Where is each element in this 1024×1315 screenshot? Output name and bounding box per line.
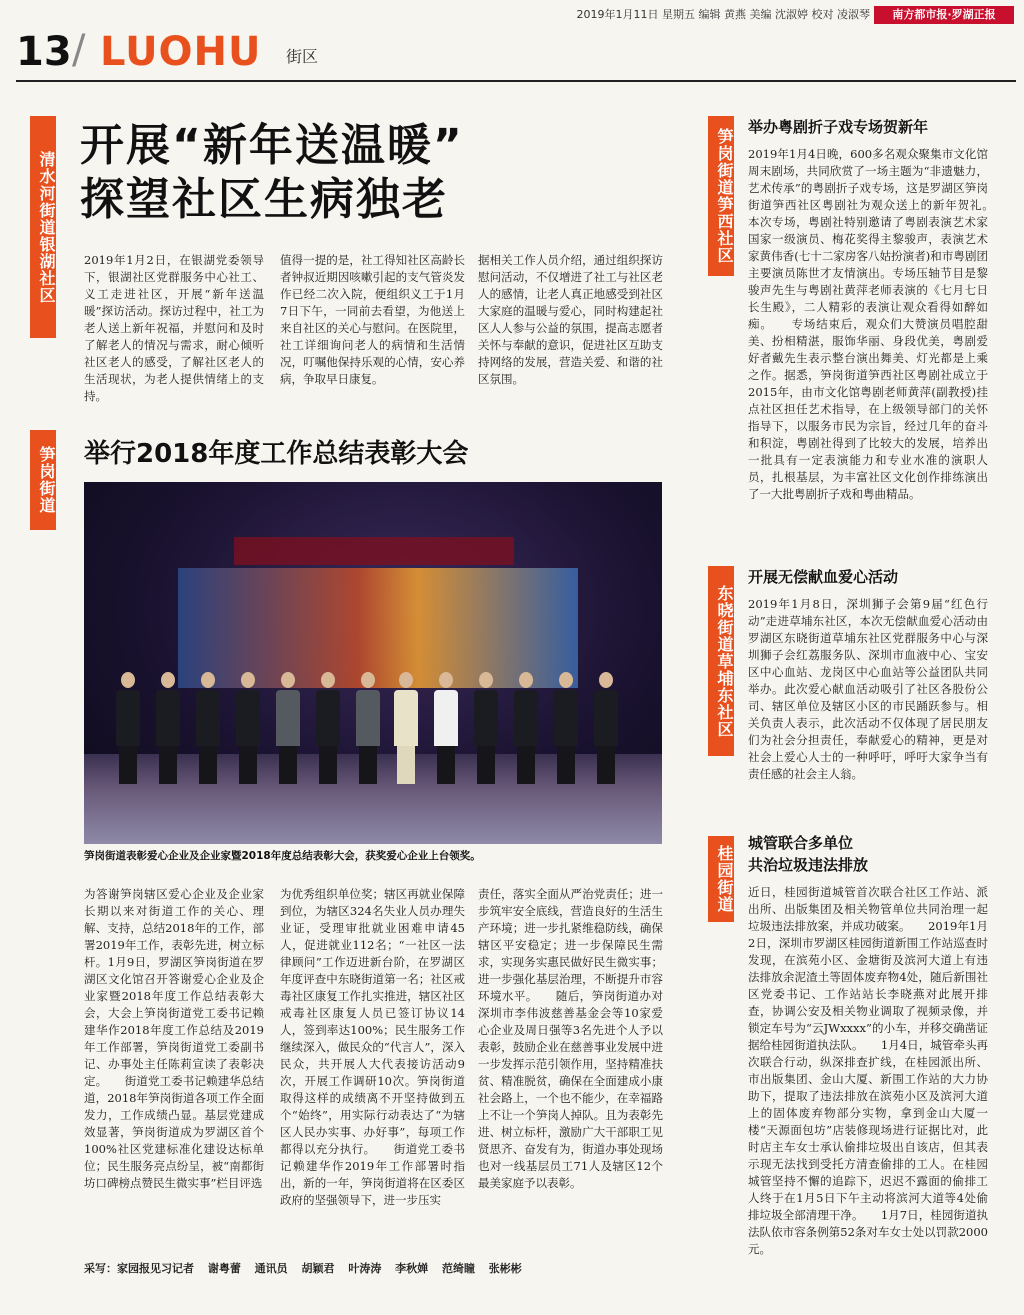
story3-body: 2019年1月4日晚，600多名观众聚集市文化馆周末剧场，共同欣赏了一场主题为“非遗魅力，艺术传承”的粤剧折子戏专场，这是罗湖区笋岗街道笋西社区粤剧社为观众送上的新年贺礼。 本次专场，粤剧社特别邀请了粤剧表演艺术家国家一级演员、梅花奖得主黎骏声，表演艺术家黄伟香(七十二家房客八姑扮演者)和市粤剧团主要演员陈世才友情演出。专场压轴节目是黎骏声先生与粤剧社黄萍老师表演的《七月七日长生殿》，二人精彩的表演让观众看得如醉如痴。 专场结束后，观众们大赞演员唱腔甜美、扮相精湛，服饰华丽、身段优美，粤剧爱好者戴先生表示整台演出舞美、灯光都是上乘之作。据悉，笋岗街道笋西社区粤剧社成立于2015年，由市文化馆粤剧老师黄萍(副教授)挂点社区担任艺术指导，在上级领导部门的关怀指导下，以服务市民为宗旨，经过几年的奋斗和积淀，粤剧社得到了比较大的发展，培养出一批具有一定表演能力和专业水准的演职人员，扎根基层，为丰富社区文化创作排练演出了一大批粤剧折子戏和粤曲精品。 bbox=[748, 147, 1011, 501]
brand-logo: 南方都市报·罗湖正报 bbox=[874, 6, 1014, 24]
photo-person bbox=[156, 672, 180, 784]
photo-person bbox=[514, 672, 538, 784]
tag-dongxiao: 东晓街道草埔东社区 bbox=[708, 566, 734, 756]
byline-credits: 采写：家园报见习记者 谢粤蕾 通讯员 胡颖君 叶涛涛 李秋婵 范绮瞳 张彬彬 bbox=[84, 1262, 522, 1275]
photo-person bbox=[394, 672, 418, 784]
photo-person bbox=[196, 672, 220, 784]
photo-person bbox=[434, 672, 458, 784]
story5-title-line1: 城管联合多单位 bbox=[748, 834, 854, 852]
photo-person bbox=[474, 672, 498, 784]
story1-column-2: 值得一提的是，社工得知社区高龄长者钟叔近期因咳嗽引起的支气管炎发作已经二次入院，便组织义工于1月7日下午，一同前去看望，为他送上来自社区的关心与慰问。在医院里，社工详细询问老人的病情和生活情况，叮嘱他保持乐观的心情，安心养病，争取早日康复。 bbox=[280, 253, 465, 386]
story1-title-line2: 探望社区生病独老 bbox=[80, 174, 448, 225]
tag-sungang-xi: 笋岗街道笋西社区 bbox=[708, 116, 734, 276]
tag-guiyuan: 桂园街道 bbox=[708, 836, 734, 922]
story4-body: 2019年1月8日，深圳狮子会第9届“红色行动”走进草埔东社区，本次无偿献血爱心活动由罗湖区东晓街道草埔东社区党群服务中心与深圳狮子会红荔服务队、深圳市血液中心、宝安区中心血站、龙岗区中心血站等公益团队共同举办。此次爱心献血活动吸引了社区各股份公司、辖区单位及辖区小区的市民踊跃参与。相关负责人表示，此次活动不仅体现了居民朋友们为社会分担责任，奉献爱心的精神，更是对社会上爱心人士的一种呼吁，呼吁大家争当有责任感的社会主人翁。 bbox=[748, 597, 988, 781]
photo-person bbox=[356, 672, 380, 784]
photo-stage-banner bbox=[234, 537, 514, 565]
award-ceremony-photo bbox=[84, 482, 662, 844]
story5-title-line2: 共治垃圾违法排放 bbox=[748, 856, 869, 874]
story2-column-1: 为答谢笋岗辖区爱心企业及企业家长期以来对街道工作的关心、理解、支持，总结2018年的工作，部署2019年工作，表彰先进，树立标杆。1月9日，罗湖区笋岗街道在罗湖区文化馆召开答谢爱心企业及企业家暨2018年度工作总结表彰大会，大会上笋岗街道党工委书记赖建华作2018年度工作总结及2019年工作部署，笋岗街道党工委副书记、办事处主任陈莉宣读了表彰决定。 街道党工委书记赖建华总结道，2018年笋岗街道各项工作全面发力，工作成绩凸显。基层党建成效显著，笋岗街道成为罗湖区首个100%社区党建标准化建设达标单位；民生服务亮点纷呈，被“南都街坊口碑榜点赞民生微实事”栏目评选 bbox=[84, 887, 264, 1190]
photo-person bbox=[594, 672, 618, 784]
photo-person bbox=[236, 672, 260, 784]
story2-title: 举行2018年度工作总结表彰大会 bbox=[84, 439, 469, 469]
story1-column-3: 据相关工作人员介绍，通过组织探访慰问活动，不仅增进了社工与社区老人的感情，让老人真正地感受到社区大家庭的温暖与爱心，同时构建起社区人人参与公益的氛围，提高志愿者关怀与奉献的意识，促进社区互助支持网络的发展，营造关爱、和谐的社区氛围。 bbox=[478, 253, 663, 386]
section-title: LUOHU bbox=[100, 29, 262, 75]
tag-sungang: 笋岗街道 bbox=[30, 430, 56, 530]
story3-title: 举办粤剧折子戏专场贺新年 bbox=[748, 118, 929, 136]
photo-person bbox=[116, 672, 140, 784]
story1-title-line1: 开展“新年送温暖” bbox=[80, 120, 464, 171]
story2-column-2: 为优秀组织单位奖；辖区再就业保障到位，为辖区324名失业人员办理失业证，受理审批就业困难申请45人，促进就业112名；“一社区一法律顾问”工作迈进新台阶，在罗湖区年度评查中东晓街道第一名；社区戒毒社区康复工作扎实推进，辖区社区戒毒社区康复人员已签订协议14人，签到率达100%；民生服务工作继续深入，做民众的“代言人”，深入民众，共开展人大代表接访活动9次，开展工作调研10次。笋岗街道取得这样的成绩离不开坚持做到五个“始终”，用实际行动表达了“为辖区人民办实事、办好事”，每项工作都得以充分执行。 街道党工委书记赖建华作2019年工作部署时指出，新的一年，笋岗街道将在区委区政府的坚强领导下，进一步压实 bbox=[280, 887, 465, 1207]
story4-title: 开展无偿献血爱心活动 bbox=[748, 568, 899, 586]
story5-body: 近日，桂园街道城管首次联合社区工作站、派出所、出版集团及相关物管单位共同治理一起垃圾违法排放案，并成功破案。 2019年1月2日，深圳市罗湖区桂园街道新围工作站巡查时发现，在滨苑小区、金塘街及滨河大道上有违法排放余泥渣土等固体废弃物4处，随后新围社区党委书记、工作站站长李晓燕对此展开排查，协调公安及相关物业调取了视频录像，并锁定车号为“云JWxxxx”的小车，并移交确凿证据给桂园街道执法队。 1月4日，城管牵头再次联合行动，纵深排查扩线，在桂园派出所、市出版集团、金山大厦、新围工作站的大力协助下，提取了违法排放在滨苑小区及滨河大道上的固体废弃物部分实物，拿到金山大厦一楼“天源面包坊”店装修现场进行证据比对，此时店主车女士承认偷排垃圾出自该店，但其表示现无法找到受托方清查偷排的工人。在桂园城管坚持不懈的追踪下，迟迟不露面的偷排工人终于在1月5日下午主动将滨河大道等4处偷排垃圾全部清理干净。 1月7日，桂园街道执法队依市容条例第52条对车女士处以罚款2000元。 bbox=[748, 885, 988, 1256]
page-number: 13 bbox=[16, 29, 72, 75]
header-divider bbox=[16, 80, 1016, 82]
photo-stage-screen bbox=[178, 568, 578, 688]
photo-person bbox=[554, 672, 578, 784]
story1-column-1: 2019年1月2日，在银湖党委领导下，银湖社区党群服务中心社工、义工走进社区，开展“新年送温暖”探访活动。探访过程中，社工为老人送上新年祝福，并慰问和及时了解老人的情况与需求，耐心倾听社区老人的感受，了解社区老人的生活现状，为老人提供情绪上的支持。 bbox=[84, 253, 264, 403]
photo-person bbox=[316, 672, 340, 784]
section-subtitle: 街区 bbox=[286, 47, 319, 66]
page-slash: / bbox=[72, 27, 86, 73]
issue-meta: 2019年1月11日 星期五 编辑 黄燕 美编 沈淑婷 校对 凌淑琴 bbox=[576, 8, 870, 21]
photo-caption: 笋岗街道表彰爱心企业及企业家暨2018年度总结表彰大会，获奖爱心企业上台领奖。 bbox=[84, 850, 481, 862]
story2-column-3: 责任，落实全面从严治党责任；进一步筑牢安全底线，营造良好的生活生产环境；进一步扎紧维稳防线，确保辖区平安稳定；进一步保障民生需求，实现务实惠民做好民生微实事；进一步强化基层治理，不断提升市容环境水平。 随后，笋岗街道办对深圳市李伟波慈善基金会等10家爱心企业及周日强等3名先进个人予以表彰，鼓励企业在慈善事业发展中进一步发挥示范引领作用，坚持精准扶贫、精准脱贫，确保在全面建成小康社会路上，一个也不能少，在幸福路上不让一个笋岗人掉队。且为表彰先进、树立标杆，激励广大干部职工见贤思齐、奋发有为，街道办事处现场也对一线基层员工71人及辖区12个最美家庭予以表彰。 bbox=[478, 887, 663, 1190]
tag-qingshuihe: 清水河街道银湖社区 bbox=[30, 116, 56, 338]
photo-person bbox=[276, 672, 300, 784]
